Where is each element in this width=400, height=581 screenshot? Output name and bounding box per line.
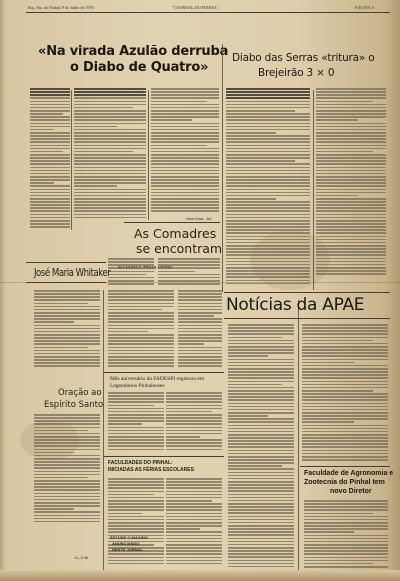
column-divider [148, 90, 149, 220]
fadespi-top-rule [104, 372, 224, 373]
oracao-signature: J.L.G.M. [74, 555, 90, 560]
agronomia-headline-line2: Zootecnia do Pinhal tem [304, 479, 385, 486]
main-headline-line1: «Na virada Azulão derruba [38, 44, 229, 59]
ad-anunciando: ANUNCIANDO [112, 541, 140, 546]
header-newspaper-name: "O JORNAL DO PINHAL" [172, 5, 219, 10]
whitaker-headline: José Maria Whitaker [34, 266, 111, 279]
page-bottom-edge [0, 570, 400, 581]
whitaker-article-column-1 [34, 290, 100, 370]
faculdades-top-rule [104, 456, 224, 457]
serras-article-column-1 [226, 88, 310, 288]
whitaker-top-rule [26, 262, 106, 263]
fadespi-headline: Mês aniversário da FADESPI registrou em Legendários Pinhalenses [110, 376, 205, 389]
serras-headline-line1: Diabo das Serras «tritura» o [232, 52, 375, 64]
fadespi-column-2 [166, 392, 222, 452]
comadres-headline-line1: As Comadres [134, 226, 217, 241]
serras-headline-line2: Brejeirão 3 × 0 [258, 67, 335, 79]
agronomia-text [304, 500, 388, 572]
oracao-headline-line1: Oração ao [58, 388, 102, 398]
comadres-top-rule [124, 222, 220, 223]
apae-bottom-rule [224, 318, 390, 319]
header-date: Esp. Sto. do Pinhal, 9 de Julho de 1976 [28, 5, 94, 10]
agronomia-headline-line1: Faculdade de Agronomia e [304, 470, 394, 477]
apae-column-1 [228, 324, 294, 568]
faculdades-column-1 [108, 478, 164, 568]
whitaker-bottom-rule [26, 282, 106, 283]
apae-column-2 [302, 324, 388, 464]
fadespi-column-1 [108, 392, 164, 452]
header-rule [26, 12, 390, 13]
comadres-signature: Una Lima - A4 [186, 216, 212, 221]
comadres-column-2 [158, 258, 220, 288]
column-divider [103, 290, 104, 570]
comadres-column-1 [108, 258, 154, 288]
apae-headline: Notícias da APAE [226, 295, 365, 315]
main-headline-line2: o Diabo de Quatro» [70, 60, 209, 75]
oracao-headline-line2: Espírito Santo [44, 400, 104, 410]
serras-article-column-2 [316, 88, 386, 288]
ad-estude: ESTUDE O MÁXIMO [110, 535, 149, 540]
oracao-text [34, 414, 100, 524]
faculdades-headline-line1: FACULDADES DO PINHAL: [108, 460, 173, 466]
faculdades-headline-line2: INICIADAS AS FÉRIAS ESCOLARES [108, 467, 194, 473]
whitaker-article-column-2 [108, 290, 174, 370]
column-divider [298, 300, 299, 570]
main-article-column-1 [30, 88, 70, 236]
column-divider [71, 90, 72, 230]
agronomia-headline-line3: novo Diretor [330, 488, 372, 495]
header-page-number: PÁGINA 4 [355, 5, 374, 10]
whitaker-article-column-3 [178, 290, 222, 370]
faculdades-column-2 [166, 478, 222, 568]
ad-neste-jornal: NESTE JORNAL [112, 547, 143, 552]
main-article-column-3 [151, 88, 219, 218]
apae-top-rule [224, 292, 390, 293]
main-article-column-2 [74, 88, 146, 224]
comadres-headline-line2: se encontram [136, 241, 223, 256]
column-divider [313, 90, 314, 290]
agronomia-top-rule [300, 466, 390, 467]
